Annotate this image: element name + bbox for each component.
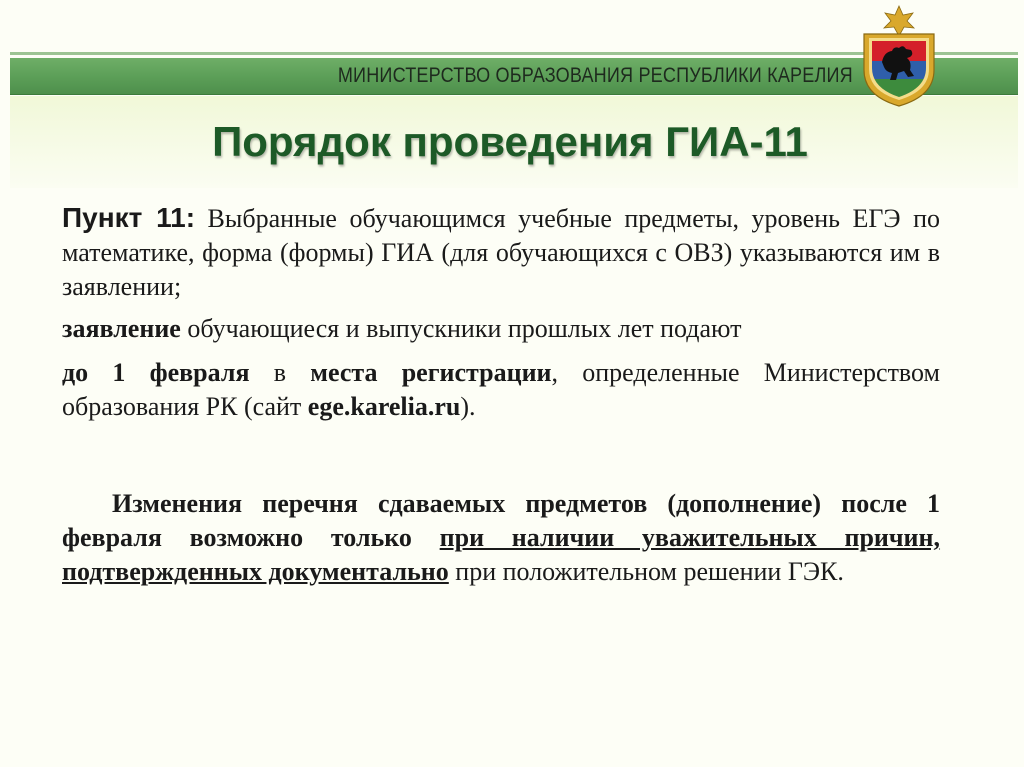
deadline-text-3: ).	[460, 391, 476, 421]
deadline-text-2: , определенные Министерством образования РК (сайт	[62, 357, 940, 421]
paragraph-deadline	[62, 356, 940, 424]
application-label: заявление	[62, 313, 181, 343]
deadline-text-1: в	[249, 357, 311, 387]
paragraph-changes	[62, 487, 940, 588]
changes-condition: при наличии уважительных причин, подтвержденных документально	[62, 523, 941, 586]
point-label: Пункт 11:	[62, 202, 196, 233]
site-link[interactable]: ege.karelia.ru	[307, 391, 461, 421]
registration-places: места регистрации	[310, 357, 552, 387]
ministry-name: МИНИСТЕРСТВО ОБРАЗОВАНИЯ РЕСПУБЛИКИ КАРЕЛИЯ	[337, 64, 853, 87]
application-text: обучающиеся и выпускники прошлых лет подают	[180, 313, 742, 343]
paragraph-point-11	[62, 200, 940, 304]
changes-text: Изменения перечня сдаваемых предметов (дополнение) после 1 февраля возможно только	[62, 489, 940, 553]
deadline-date: до 1 февраля	[62, 357, 250, 387]
main-content	[62, 200, 940, 589]
changes-decision: при положительном решении ГЭК.	[448, 556, 844, 586]
karelia-coat-of-arms-icon	[858, 4, 940, 108]
point-text: Выбранные обучающимся учебные предметы, уровень ЕГЭ по математике, форма (формы) ГИА (для обучающихся с ОВЗ) указываются им в заявлении;	[62, 204, 940, 302]
page-title: Порядок проведения ГИА-11	[212, 118, 808, 165]
star-icon	[884, 6, 914, 36]
paragraph-application	[62, 312, 940, 346]
